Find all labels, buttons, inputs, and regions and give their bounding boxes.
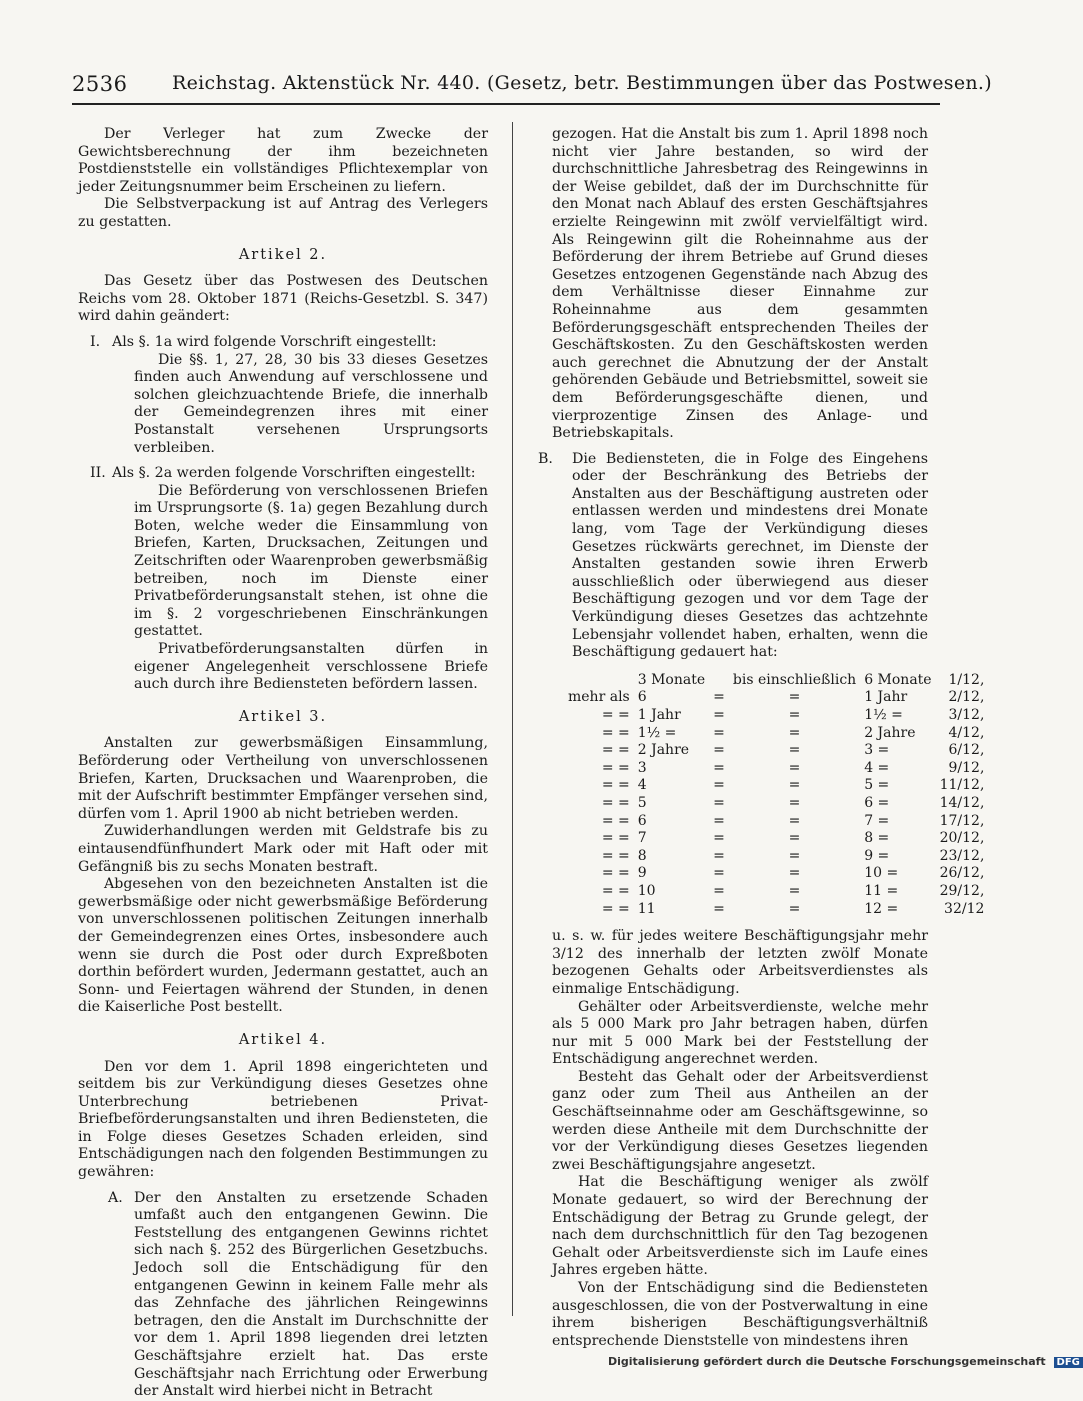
- row-to: 12 =: [864, 900, 899, 917]
- item-label: B.: [538, 450, 553, 467]
- compensation-schedule: [564, 672, 988, 918]
- paragraph: Gehälter oder Arbeitsverdienste, welche mehr als 5 000 Mark pro Jahr betragen haben, dürfen nur mit 5 000 Mark bei der Feststellung der Entschädigung angerechnet werden.: [552, 998, 928, 1068]
- provision-text: Die Beförderung von verschlossenen Briefen im Ursprungsorte (§. 1a) gegen Bezahlung durch Boten, welche weder die Einsammlung von Briefen, Karten, Drucksachen, Zeitungen und Zeitschriften oder Waarenproben gewerbsmäßig betreiben, noch im Dienste einer Privatbeförderungsanstalt stehen, ist ohne die im §. 2 vorgeschriebenen Einschränkungen gestattet.: [134, 482, 488, 640]
- row-prefix: = =: [601, 812, 630, 829]
- paragraph: Anstalten zur gewerbsmäßigen Einsammlung, Beförderung oder Vertheilung von unverschlossenen Briefen, Karten, Drucksachen und Waarenproben, die mit der Aufschrift bestimmter Empfänger versehen sind, dürfen vom 1. April 1900 ab nicht betrieben werden.: [78, 735, 488, 822]
- row-from: 10: [637, 882, 656, 899]
- row-to: 5 =: [864, 777, 890, 794]
- row-to: 6 Monate: [864, 671, 932, 688]
- row-range: =: [788, 847, 801, 864]
- row-fraction: 2/12,: [948, 689, 985, 706]
- paragraph: Der Verleger hat zum Zwecke der Gewichtsberechnung der ihm bezeichneten Postdienststelle ein vollständiges Pflichtexemplar von jeder Zeitungsnummer beim Erscheinen zu liefern.: [78, 126, 488, 195]
- article-2-heading: Artikel 2.: [238, 246, 328, 263]
- item-text: Als §. 2a werden folgende Vorschriften eingestellt:: [112, 465, 476, 482]
- item-text: Der den Anstalten zu ersetzende Schaden umfaßt auch den entgangenen Gewinn. Die Feststellung des entgangenen Gewinns richtet sich nach §. 252 des Bürgerlichen Gesetzbuchs. Jedoch soll die Entschädigung für den entgangenen Gewinn in keinem Falle mehr als das Zehnfache des jährlichen Reingewinns betragen, den die Anstalt im Durchschnitte der vor dem 1. April 1898 liegenden drei letzten Geschäftsjahre erzielt hat. Das erste Geschäftsjahr nach Errichtung oder Erwerbung der Anstalt wird hierbei nicht in Betracht: [134, 1189, 488, 1400]
- row-to: 3 =: [864, 742, 890, 759]
- row-prefix: mehr als: [568, 689, 630, 706]
- schedule-row: [564, 883, 988, 901]
- item-ii: [78, 465, 488, 483]
- item-label: A.: [108, 1189, 123, 1206]
- schedule-row: [564, 707, 988, 725]
- schedule-row: [564, 901, 988, 919]
- item-text: Die Bediensteten, die in Folge des Eingehens oder der Beschränkung des Betriebs der Anstalten aus der Beschäftigung austreten oder entlassen werden und mindestens drei Monate lang, vom Tage der Verkündigung dieses Gesetzes rückwärts gerechnet, im Dienste der Anstalten gestanden sowie ihren Erwerb ausschließlich oder überwiegend aus dieser Beschäftigung gezogen und vor dem Tage der Verkündigung dieses Gesetzes das achtzehnte Lebensjahr vollendet haben, erhalten, wenn die Beschäftigung gedauert hat:: [572, 450, 928, 661]
- provision-text: Die §§. 1, 27, 28, 30 bis 33 dieses Gesetzes finden auch Anwendung auf verschlossene und solchen gleichzuachtende Briefe, die innerhalb der Gemeindegrenzen ihres mit einer Postanstalt versehenen Ursprungsorts verbleiben.: [134, 351, 488, 456]
- row-from: 3 Monate: [637, 671, 706, 688]
- row-range: =: [788, 777, 801, 794]
- row-fraction: 4/12,: [948, 724, 985, 741]
- row-fraction: 1/12,: [948, 671, 985, 688]
- row-fraction: 17/12,: [939, 812, 985, 829]
- left-column: [78, 126, 488, 1401]
- article-4-intro: Den vor dem 1. April 1898 eingerichteten und seitdem bis zur Verkündigung dieses Gesetzes ohne Unterbrechung betriebenen Privat-Briefbeförderungsanstalten und ihren Bediensteten, die in Folge dieses Gesetzes Schaden erleiden, sind Entschädigungen nach den folgenden Bestimmungen zu gewähren:: [78, 1058, 488, 1181]
- schedule-row: [564, 777, 988, 795]
- row-fraction: 14/12,: [939, 794, 985, 811]
- row-prefix: = =: [601, 724, 630, 741]
- row-ditto: =: [713, 830, 725, 847]
- item-label: I.: [90, 333, 101, 350]
- row-range: =: [788, 900, 801, 917]
- schedule-row: [564, 689, 988, 707]
- row-fraction: 23/12,: [939, 847, 985, 864]
- paragraph: Hat die Beschäftigung weniger als zwölf Monate gedauert, so wird der Berechnung der Entschädigung der Betrag zu Grunde gelegt, der nach dem durchschnittlich für den Tag bezogenen Gehalt oder Arbeitsverdienste sich im Laufe eines Jahres ergeben hätte.: [552, 1174, 928, 1279]
- article-3-heading: Artikel 3.: [238, 708, 328, 725]
- schedule-row: [564, 795, 988, 813]
- row-fraction: 29/12,: [939, 882, 985, 899]
- row-fraction: 6/12,: [948, 742, 985, 759]
- row-prefix: = =: [601, 900, 630, 917]
- row-to: 9 =: [864, 847, 890, 864]
- row-from: 4: [637, 777, 647, 794]
- paragraph: Besteht das Gehalt oder der Arbeitsverdienst ganz oder zum Theil aus Antheilen an der Geschäftseinnahme oder am Geschäftsgewinne, so werden diese Antheile mit dem Durchschnitte der vor der Verkündigung dieses Gesetzes liegenden zwei Beschäftigungsjahre angesetzt.: [552, 1068, 928, 1173]
- row-prefix: = =: [601, 777, 630, 794]
- row-from: 11: [637, 900, 656, 917]
- row-ditto: =: [713, 794, 725, 811]
- item-label: II.: [90, 465, 106, 482]
- schedule-row: [564, 848, 988, 866]
- row-fraction: 3/12,: [948, 707, 985, 723]
- right-column: [538, 126, 985, 1350]
- row-from: 6: [637, 689, 647, 706]
- row-from: 6: [637, 812, 647, 829]
- provision-text: Privatbeförderungsanstalten dürfen in eigener Angelegenheit verschlossene Briefe auch durch ihre Bediensteten befördern lassen.: [134, 641, 488, 693]
- row-from: 2 Jahre: [637, 742, 690, 759]
- row-range: =: [788, 707, 801, 723]
- page-header: [72, 72, 992, 106]
- row-from: 7: [637, 830, 647, 847]
- paragraph: Zuwiderhandlungen werden mit Geldstrafe bis zu eintausendfünfhundert Mark oder mit Haft oder mit Gefängniß bis zu sechs Monaten bestraft.: [78, 823, 488, 875]
- row-ditto: =: [713, 707, 725, 723]
- row-range: =: [788, 689, 801, 706]
- item-text: Als §. 1a wird folgende Vorschrift eingestellt:: [112, 333, 437, 350]
- row-ditto: =: [713, 865, 725, 882]
- row-ditto: =: [713, 689, 725, 706]
- dfg-logo: DFG: [1054, 1357, 1083, 1368]
- row-range: =: [788, 724, 801, 741]
- row-from: 1 Jahr: [637, 707, 681, 723]
- row-ditto: =: [713, 742, 725, 759]
- schedule-row: [564, 760, 988, 778]
- row-range: =: [788, 812, 801, 829]
- article-2-intro: Das Gesetz über das Postwesen des Deutschen Reichs vom 28. Oktober 1871 (Reichs-Gesetzbl. S. 347) wird dahin geändert:: [78, 273, 488, 325]
- row-from: 5: [637, 794, 647, 811]
- paragraph: Abgesehen von den bezeichneten Anstalten ist die gewerbsmäßige oder nicht gewerbsmäßige Beförderung von unverschlossenen politischen Zeitungen innerhalb der Gemeindegrenzen eines Ortes, insbesondere auch wenn sie durch die Post oder durch Expreßboten dorthin befördert wurden, Jedermann gestattet, auch an Sonn- und Feiertagen während der Stunden, in denen die Kaiserliche Post bestellt.: [78, 876, 488, 1016]
- row-prefix: = =: [601, 759, 630, 776]
- row-from: 8: [637, 847, 647, 864]
- row-fraction: 32/12: [944, 900, 985, 917]
- schedule-row: [564, 672, 988, 690]
- row-fraction: 11/12,: [939, 777, 985, 794]
- row-prefix: = =: [601, 742, 630, 759]
- row-to: 2 Jahre: [864, 724, 916, 741]
- row-fraction: 20/12,: [939, 830, 985, 847]
- credit-text: Digitalisierung gefördert durch die Deutsche Forschungsgemeinschaft: [608, 1355, 1046, 1368]
- header-rule: [72, 103, 940, 105]
- schedule-row: [564, 813, 988, 831]
- row-to: 11 =: [864, 882, 899, 899]
- item-b: [538, 450, 928, 662]
- row-from: 3: [637, 759, 647, 776]
- row-prefix: = =: [601, 865, 630, 882]
- row-ditto: [709, 672, 729, 690]
- row-to: 8 =: [864, 830, 890, 847]
- quoted-provision: [78, 352, 488, 458]
- row-fraction: 9/12,: [948, 759, 985, 776]
- row-to: 10 =: [864, 865, 899, 882]
- row-ditto: =: [713, 882, 725, 899]
- row-range: =: [788, 830, 801, 847]
- row-to: 1½ =: [864, 707, 903, 723]
- column-divider: [512, 122, 513, 1316]
- row-range: =: [788, 794, 801, 811]
- row-to: 6 =: [864, 794, 890, 811]
- row-ditto: =: [713, 900, 725, 917]
- schedule-row: [564, 742, 988, 760]
- row-to: 7 =: [864, 812, 890, 829]
- row-range: =: [788, 759, 801, 776]
- item-i: [78, 334, 488, 352]
- item-a: [78, 1190, 488, 1401]
- row-ditto: =: [713, 777, 725, 794]
- row-from: 1½ =: [637, 724, 677, 741]
- row-from: 9: [637, 865, 647, 882]
- quoted-provision: [78, 483, 488, 694]
- row-prefix: = =: [601, 830, 630, 847]
- running-title: Reichstag. Aktenstück Nr. 440. (Gesetz, betr. Bestimmungen über das Postwesen.): [172, 72, 992, 94]
- row-prefix: = =: [601, 707, 630, 723]
- paragraph: u. s. w. für jedes weitere Beschäftigungsjahr mehr 3/12 des innerhalb der letzten zwölf Monate bezogenen Gehalts oder Arbeitsverdienstes als einmalige Entschädigung.: [552, 928, 928, 997]
- row-range: =: [788, 865, 801, 882]
- row-range: =: [788, 882, 801, 899]
- row-prefix: = =: [601, 794, 630, 811]
- row-ditto: =: [713, 759, 725, 776]
- schedule-row: [564, 830, 988, 848]
- row-range: bis einschließlich: [732, 671, 857, 688]
- item-a-continuation: gezogen. Hat die Anstalt bis zum 1. April 1898 noch nicht vier Jahre bestanden, so wird der durchschnittliche Jahresbetrag des Reingewinns in der Weise gebildet, daß der im Durchschnitte für den Monat nach Ablauf des ersten Geschäftsjahres erzielte Reingewinn mit zwölf vervielfältigt wird. Als Reingewinn gilt die Roheinnahme aus der Beförderung der ihrem Betriebe auf Grund dieses Gesetzes entzogenen Gegenstände nach Abzug des dem Verhältnisse dieser Einnahme zur Roheinnahme aus dem gesammten Beförderungsgeschäft entsprechenden Theiles der Geschäftskosten. Zu den Geschäftskosten werden auch gerechnet die Abnutzung der der Anstalt gehörenden Gebäude und Betriebsmittel, soweit sie dem Beförderungsgeschäfte dienen, und vierprozentige Zinsen des Anlage- und Betriebskapitals.: [552, 126, 928, 442]
- row-ditto: =: [713, 812, 725, 829]
- row-fraction: 26/12,: [939, 865, 985, 882]
- page-number: 2536: [72, 72, 128, 96]
- paragraph: Von der Entschädigung sind die Bediensteten ausgeschlossen, die von der Postverwaltung in eine ihrem bisherigen Beschäftigungsverhältniß entsprechende Dienststelle von mindestens ihren: [552, 1280, 928, 1349]
- row-to: 4 =: [864, 759, 890, 776]
- digitization-credit: [608, 1355, 1083, 1368]
- article-4-heading: Artikel 4.: [238, 1031, 328, 1048]
- row-ditto: =: [713, 847, 725, 864]
- paragraph: Die Selbstverpackung ist auf Antrag des Verlegers zu gestatten.: [78, 196, 488, 230]
- row-prefix: [564, 672, 634, 690]
- row-range: =: [788, 742, 801, 759]
- row-to: 1 Jahr: [864, 689, 908, 706]
- row-prefix: = =: [601, 847, 630, 864]
- schedule-row: [564, 865, 988, 883]
- row-prefix: = =: [601, 882, 630, 899]
- schedule-row: [564, 725, 988, 743]
- row-ditto: =: [713, 724, 725, 741]
